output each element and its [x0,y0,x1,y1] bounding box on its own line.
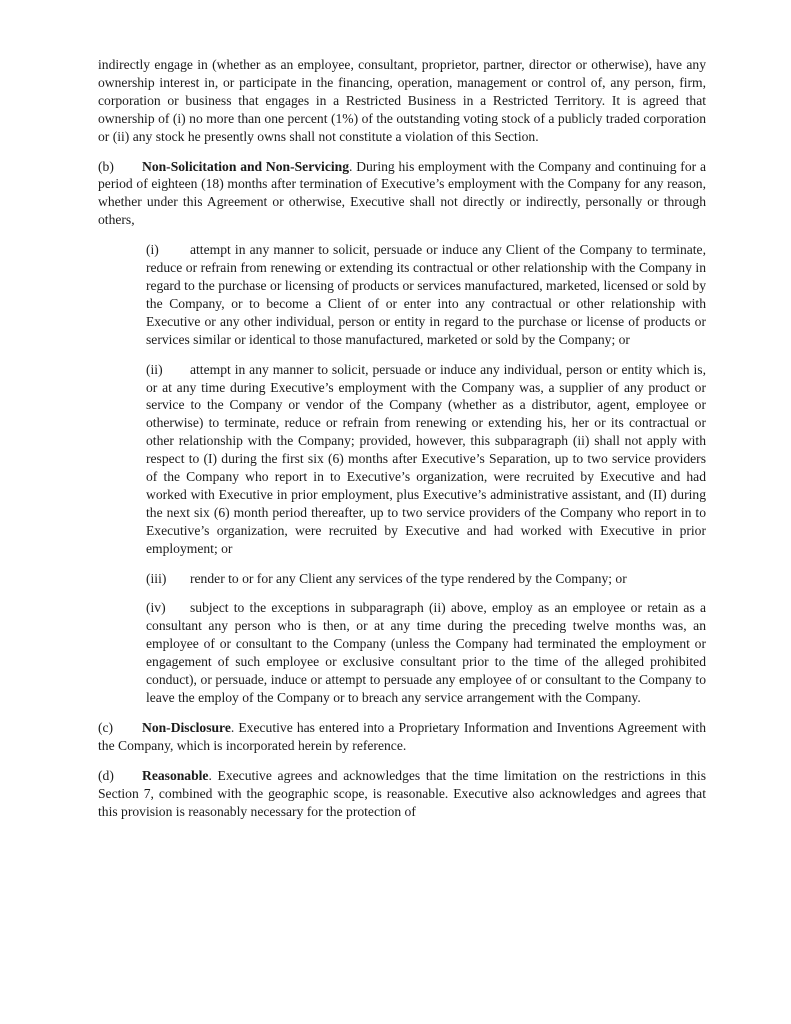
item-iii-text: render to or for any Client any services of the type rendered by the Company; or [190,570,627,586]
section-c-text: . Executive has entered into a Proprietary Information and Inventions Agreement with the Company, which is incorporated herein by reference. [98,719,706,753]
section-d-title: Reasonable [142,767,209,783]
section-d [98,767,706,821]
item-iv-text: subject to the exceptions in subparagraph (ii) above, employ as an employee or retain as a consultant any person who is then, or at any time during the preceding twelve months was, an employee of or consultant to the Company (unless the Company had terminated the employment or engagement of such employee or exclusive consultant prior to the time of the alleged prohibited conduct), or persuade, induce or attempt to persuade any employee of or consultant to the Company to leave the employ of the Company or to breach any service arrangement with the Company. [146,600,706,705]
section-d-text: . Executive agrees and acknowledges that the time limitation on the restrictions in this Section 7, combined with the geographic scope, is reasonable. Executive also acknowledges and agrees that this provision is reasonably necessary for the protection of [98,767,706,819]
section-b-item-iv [146,599,706,706]
section-b [98,158,706,230]
item-ii-text: attempt in any manner to solicit, persuade or induce any individual, person or entity which is, or at any time during Executive’s employment with the Company was, a supplier of any product or service to the Company or vendor of the Company (whether as a distributor, agent, employee or otherwise) to terminate, reduce or refrain from renewing or extending his, her or its contractual or other relationship with the Company; provided, however, this subparagraph (ii) shall not apply with respect to (I) during the first six (6) months after Executive’s Separation, up to two service providers of the Company who report in to Executive’s organization, were recruited by Executive and had worked with Executive in prior employment, plus Executive’s administrative assistant, and (II) during the next six (6) month period thereafter, up to two service providers of the Company who report in to Executive’s organization, were recruited by Executive and had worked with Executive in prior employment; or [146,361,706,556]
document-body [98,56,706,832]
section-b-number: (b) [98,158,114,174]
section-b-item-i [146,241,706,348]
item-i-text: attempt in any manner to solicit, persuade or induce any Client of the Company to terminate, reduce or refrain from renewing or extending its contractual or other relationship with the Company in regard to the purchase or licensing of products or services manufactured, marketed, licensed or sold by the Company, or to become a Client of or enter into any contractual or other relationship with Executive or any other individual, person or entity in regard to the purchase or license of products or services similar or identical to those manufactured, marketed or sold by the Company; or [146,242,706,347]
item-iii-number: (iii) [146,570,167,586]
section-b-title: Non-Solicitation and Non-Servicing [142,158,349,174]
section-c-title: Non-Disclosure [142,719,231,735]
section-b-text: . During his employment with the Company and continuing for a period of eighteen (18) months after termination of Executive’s employment with the Company for any reason, whether under this Agreement or otherwise, Executive shall not directly or indirectly, personally or through others, [98,158,706,228]
item-iv-number: (iv) [146,600,166,616]
intro-paragraph-text: indirectly engage in (whether as an employee, consultant, proprietor, partner, director or otherwise), have any ownership interest in, or participate in the financing, operation, management or control of, any person, firm, corporation or business that engages in a Restricted Business in a Restricted Territory. It is agreed that ownership of (i) no more than one percent (1%) of the outstanding voting stock of a publicly traded corporation or (ii) any stock he presently owns shall not constitute a violation of this Section. [98,57,706,144]
section-b-item-iii [146,570,706,588]
section-d-number: (d) [98,767,114,783]
section-b-item-ii [146,361,706,558]
section-c-number: (c) [98,719,114,735]
item-ii-number: (ii) [146,361,163,377]
section-c [98,719,706,755]
item-i-number: (i) [146,242,159,258]
intro-paragraph [98,56,706,146]
